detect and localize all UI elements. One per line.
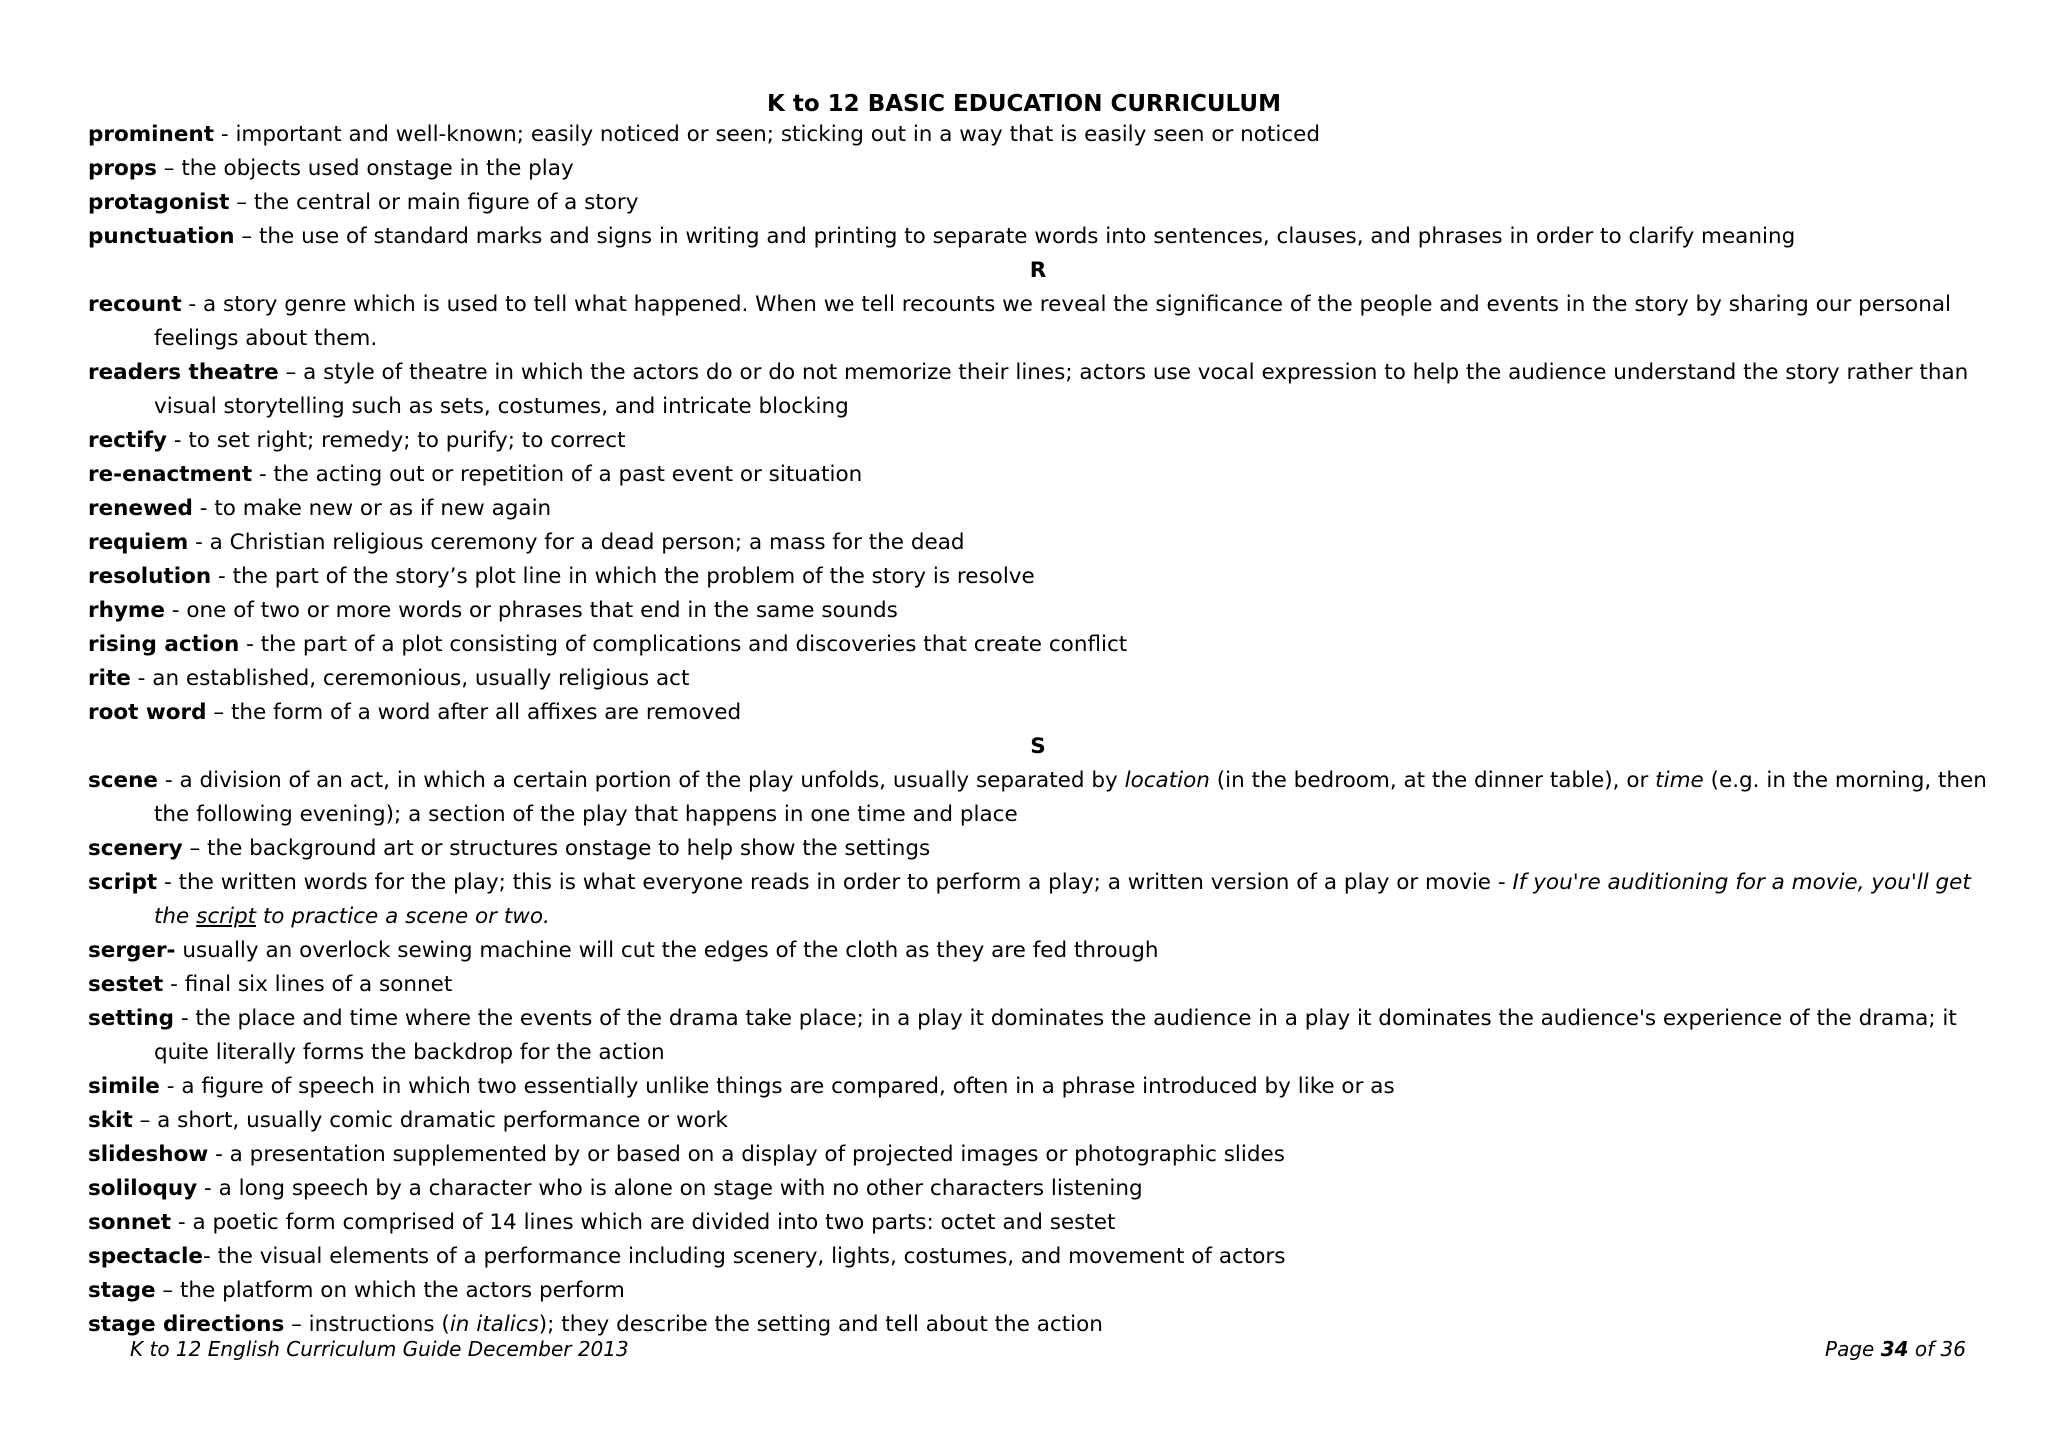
definition: - the visual elements of a performance including scenery, lights, costumes, and movement of actors — [203, 1244, 1286, 1269]
glossary-entry-scene — [88, 764, 1988, 832]
glossary-entry-resolution — [88, 560, 1988, 594]
glossary-entry-sestet — [88, 968, 1988, 1002]
term: resolution — [88, 564, 212, 589]
term: sonnet — [88, 1210, 172, 1235]
term: rhyme — [88, 598, 165, 623]
definition: - a poetic form comprised of 14 lines which are divided into two parts: octet and sestet — [171, 1210, 1116, 1235]
definition: - a long speech by a character who is alone on stage with no other characters listening — [197, 1176, 1143, 1201]
definition: – the platform on which the actors perform — [155, 1278, 625, 1303]
definition: - final six lines of a sonnet — [163, 972, 453, 997]
glossary-entry-script — [88, 866, 1988, 934]
example-text: If you're auditioning for a movie, you'll get the — [154, 870, 1971, 929]
definition: ); they describe the setting and tell about the action — [538, 1312, 1103, 1337]
glossary-entry-skit — [88, 1104, 1988, 1138]
term: setting — [88, 1006, 174, 1031]
glossary-entry-setting — [88, 1002, 1988, 1070]
definition: – a style of theatre in which the actors do or do not memorize their lines; actors use vocal expression to help the audience understand the story rather than visual storytelling such as sets, costumes, and intricate blocking — [154, 360, 1969, 419]
term: root word — [88, 700, 207, 725]
definition: - a story genre which is used to tell what happened. When we tell recounts we reveal the significance of the people and events in the story by sharing our personal feelings about them. — [154, 292, 1951, 351]
glossary-entry-renewed — [88, 492, 1988, 526]
glossary-entry-protagonist — [88, 186, 1988, 220]
term: renewed — [88, 496, 193, 521]
definition: – the background art or structures onstage to help show the settings — [182, 836, 931, 861]
section-letter-s: S — [1030, 734, 1046, 759]
term: recount — [88, 292, 182, 317]
definition: – a short, usually comic dramatic performance or work — [132, 1108, 728, 1133]
definition: - to make new or as if new again — [192, 496, 552, 521]
term: rite — [88, 666, 131, 691]
term: re-enactment — [88, 462, 253, 487]
glossary-entry-rising-action — [88, 628, 1988, 662]
term: stage — [88, 1278, 156, 1303]
term: simile — [88, 1074, 160, 1099]
footer-page-number — [1825, 1334, 1966, 1364]
emphasis: time — [1655, 768, 1704, 793]
definition: - the part of a plot consisting of complications and discoveries that create conflict — [239, 632, 1128, 657]
term: stage directions — [88, 1312, 285, 1337]
term: sestet — [88, 972, 164, 997]
glossary-entry-rectify — [88, 424, 1988, 458]
definition: - one of two or more words or phrases that end in the same sounds — [164, 598, 898, 623]
term: spectacle — [88, 1244, 203, 1269]
page-prefix: Page — [1825, 1337, 1881, 1361]
glossary-entry-root-word — [88, 696, 1988, 730]
glossary-entry-scenery — [88, 832, 1988, 866]
emphasis: in italics — [449, 1312, 539, 1337]
term: skit — [88, 1108, 133, 1133]
term: rectify — [88, 428, 167, 453]
definition: - a Christian religious ceremony for a dead person; a mass for the dead — [188, 530, 965, 555]
term: punctuation — [88, 224, 235, 249]
glossary-entry-requiem — [88, 526, 1988, 560]
definition: (e.g. in the morning, then the following evening); a section of the play that happens in one time and place — [154, 768, 1987, 827]
definition: – the use of standard marks and signs in writing and printing to separate words into sentences, clauses, and phrases in order to clarify meaning — [234, 224, 1796, 249]
definition: - to set right; remedy; to purify; to correct — [166, 428, 626, 453]
term: props — [88, 156, 157, 181]
glossary-entry-stage — [88, 1274, 1988, 1308]
glossary-entry-punctuation — [88, 220, 1988, 254]
example-word: script — [196, 904, 257, 929]
term: prominent — [88, 122, 215, 147]
glossary-entry-readers-theatre — [88, 356, 1988, 424]
definition: – instructions ( — [284, 1312, 450, 1337]
term: rising action — [88, 632, 240, 657]
footer-document-title: K to 12 English Curriculum Guide December 2013 — [130, 1337, 629, 1361]
term: requiem — [88, 530, 189, 555]
term: scene — [88, 768, 159, 793]
term: slideshow — [88, 1142, 209, 1167]
definition: – the central or main figure of a story — [229, 190, 639, 215]
term: readers theatre — [88, 360, 279, 385]
definition: – the form of a word after all affixes are removed — [206, 700, 742, 725]
glossary-entry-sonnet — [88, 1206, 1988, 1240]
term: soliloquy — [88, 1176, 198, 1201]
definition: - the place and time where the events of the drama take place; in a play it dominates the audience in a play it dominates the audience's experience of the drama; it quite literally forms the backdrop for the action — [154, 1006, 1957, 1065]
glossary-content — [88, 118, 1988, 1342]
emphasis: location — [1124, 768, 1210, 793]
section-letter-r: R — [1029, 258, 1047, 283]
glossary-entry-slideshow — [88, 1138, 1988, 1172]
glossary-entry-soliloquy — [88, 1172, 1988, 1206]
glossary-entry-recount — [88, 288, 1988, 356]
page-suffix: of 36 — [1908, 1337, 1966, 1361]
definition: - important and well-known; easily noticed or seen; sticking out in a way that is easily seen or noticed — [214, 122, 1321, 147]
definition: - the acting out or repetition of a past event or situation — [252, 462, 863, 487]
glossary-entry-simile — [88, 1070, 1988, 1104]
glossary-entry-props — [88, 152, 1988, 186]
definition: - a presentation supplemented by or based on a display of projected images or photographic slides — [208, 1142, 1285, 1167]
page-number: 34 — [1880, 1337, 1909, 1361]
definition: (in the bedroom, at the dinner table), or — [1209, 768, 1656, 793]
definition: usually an overlock sewing machine will cut the edges of the cloth as they are fed through — [175, 938, 1159, 963]
definition: - a figure of speech in which two essentially unlike things are compared, often in a phrase introduced by like or as — [159, 1074, 1395, 1099]
glossary-entry-rhyme — [88, 594, 1988, 628]
definition: - a division of an act, in which a certain portion of the play unfolds, usually separated by — [158, 768, 1125, 793]
term: protagonist — [88, 190, 230, 215]
term: scenery — [88, 836, 183, 861]
term: script — [88, 870, 158, 895]
page-header-title: K to 12 BASIC EDUCATION CURRICULUM — [767, 91, 1281, 117]
definition: - the written words for the play; this is what everyone reads in order to perform a play; a written version of a play or movie - — [157, 870, 1513, 895]
definition: – the objects used onstage in the play — [156, 156, 574, 181]
definition: - an established, ceremonious, usually religious act — [130, 666, 690, 691]
glossary-entry-spectacle — [88, 1240, 1988, 1274]
glossary-entry-re-enactment — [88, 458, 1988, 492]
glossary-entry-rite — [88, 662, 1988, 696]
term: serger- — [88, 938, 176, 963]
glossary-entry-prominent — [88, 118, 1988, 152]
example-text: to practice a scene or two. — [256, 904, 550, 929]
definition: - the part of the story’s plot line in which the problem of the story is resolve — [211, 564, 1035, 589]
glossary-entry-serger — [88, 934, 1988, 968]
